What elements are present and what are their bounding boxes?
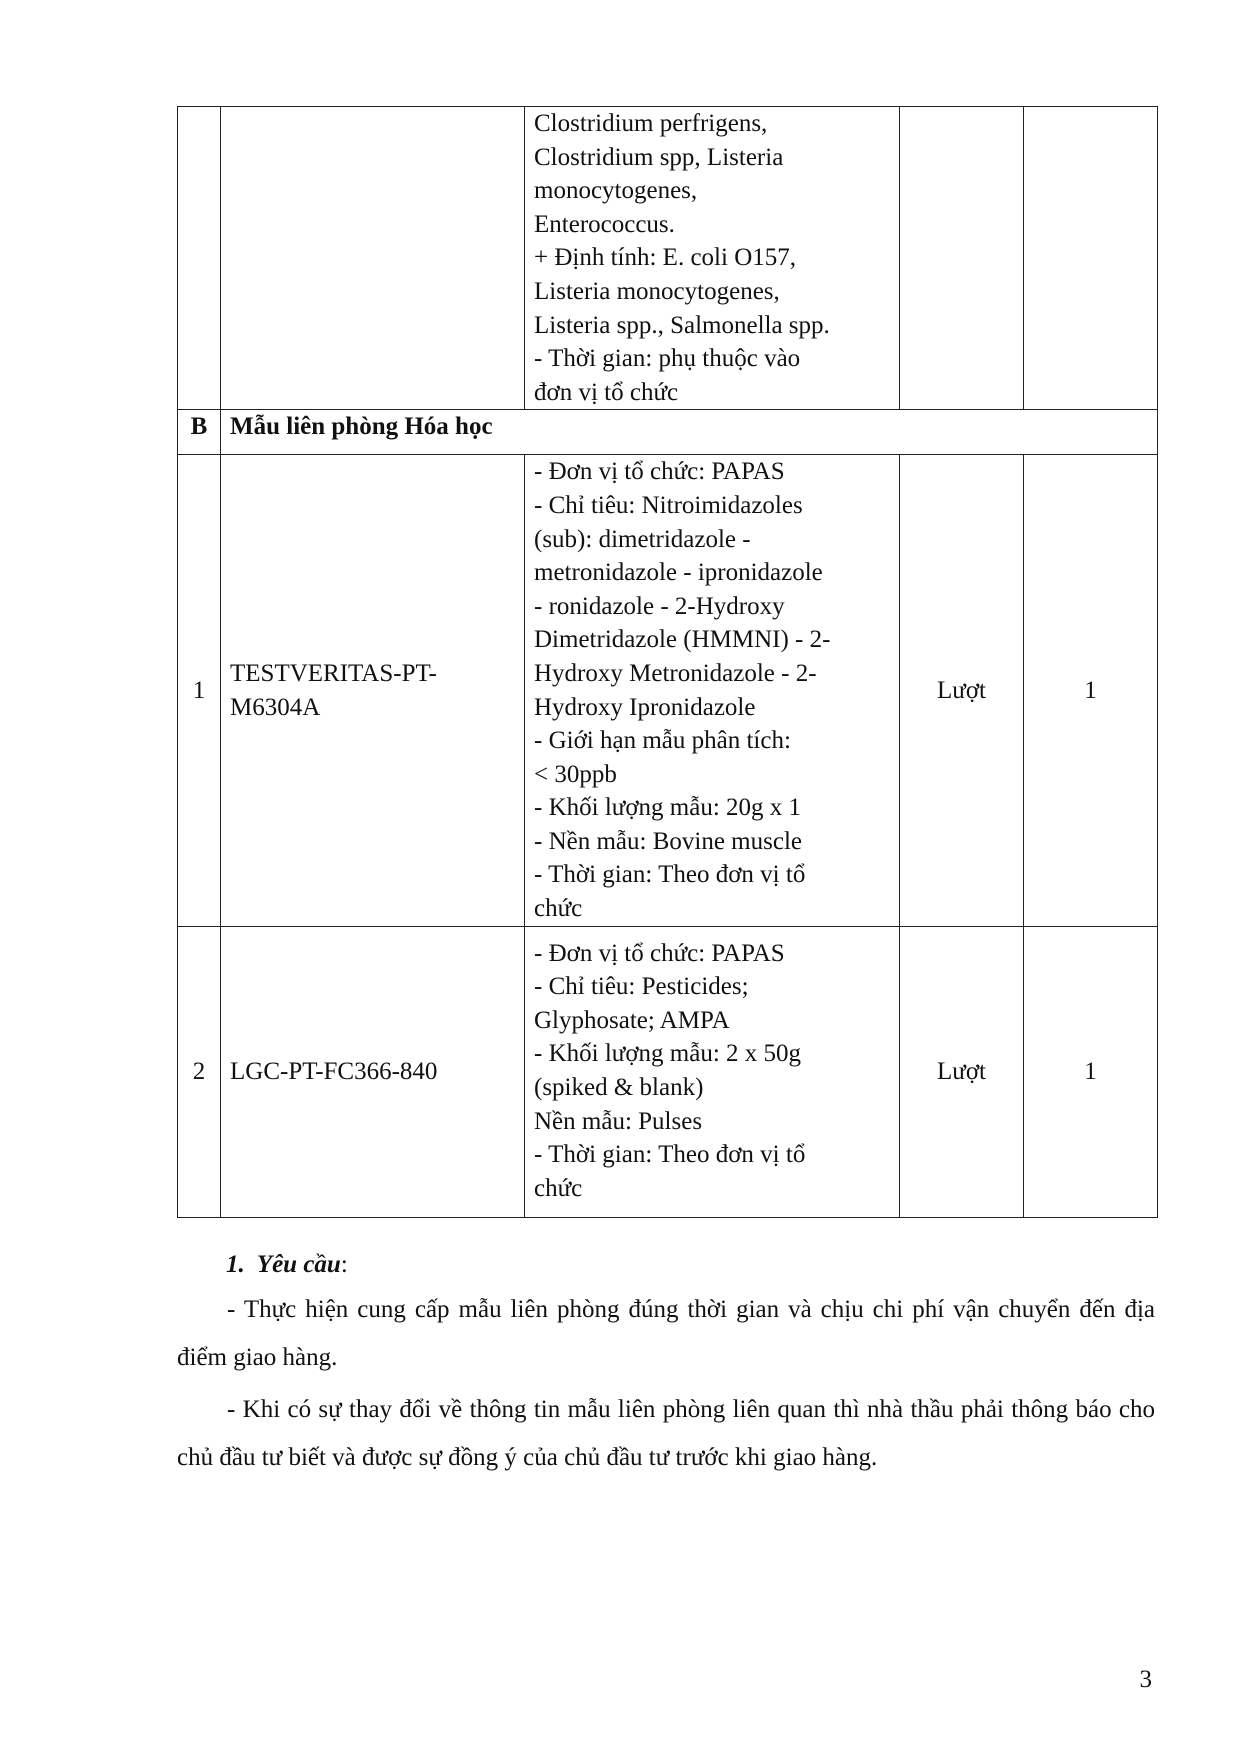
- description-line: Clostridium spp, Listeria: [534, 143, 784, 171]
- description-line: Listeria spp., Salmonella spp.: [534, 311, 830, 339]
- description-line: Enterococcus.: [534, 210, 675, 238]
- description-line: < 30ppb: [534, 760, 617, 788]
- description-line: - Khối lượng mẫu: 2 x 50g: [534, 1040, 802, 1068]
- code-cell: [221, 107, 525, 410]
- description-line: - Chỉ tiêu: Pesticides;: [534, 973, 749, 1001]
- quantity-cell: [1024, 107, 1158, 410]
- unit-cell: [900, 107, 1024, 410]
- description-cell: [525, 455, 900, 926]
- code-cell: [221, 455, 525, 926]
- description-line: Dimetridazole (HMMNI) - 2-: [534, 626, 831, 654]
- description-line: đơn vị tổ chức: [534, 378, 679, 406]
- description-line: chức: [534, 895, 583, 923]
- table-row-continuation: [178, 107, 1158, 410]
- description-line: - Thời gian: Theo đơn vị tổ: [534, 1141, 806, 1169]
- stt-cell: 2: [178, 926, 221, 1218]
- requirement-paragraph: - Thực hiện cung cấp mẫu liên phòng đúng thời gian và chịu chi phí vận chuyển đến địa điểm giao hàng.: [177, 1296, 1155, 1371]
- description-line: (sub): dimetridazole -: [534, 525, 751, 553]
- description-line: Nền mẫu: Pulses: [534, 1107, 703, 1135]
- description-line: - Khối lượng mẫu: 20g x 1: [534, 794, 802, 822]
- description-line: chức: [534, 1174, 583, 1202]
- description-line: - Thời gian: phụ thuộc vào: [534, 345, 801, 373]
- description-cell: [525, 926, 900, 1218]
- quantity-cell: 1: [1024, 455, 1158, 926]
- description-line: - Chỉ tiêu: Nitroimidazoles: [534, 491, 803, 519]
- code-line: M6304A: [230, 693, 321, 721]
- specification-table: [177, 106, 1158, 1218]
- stt-cell: 1: [178, 455, 221, 926]
- description-line: Glyphosate; AMPA: [534, 1006, 730, 1034]
- description-line: Hydroxy Ipronidazole: [534, 693, 756, 721]
- table-row: [178, 455, 1158, 926]
- unit-cell: Lượt: [900, 455, 1024, 926]
- description-line: - Thời gian: Theo đơn vị tổ: [534, 861, 806, 889]
- description-line: - ronidazole - 2-Hydroxy: [534, 592, 785, 620]
- description-line: Clostridium perfrigens,: [534, 110, 768, 137]
- requirements-number: 1.: [226, 1251, 245, 1278]
- description-line: + Định tính: E. coli O157,: [534, 244, 796, 272]
- description-line: Hydroxy Metronidazole - 2-: [534, 659, 817, 687]
- description-line: Listeria monocytogenes,: [534, 277, 780, 305]
- description-line: - Giới hạn mẫu phân tích:: [534, 727, 791, 755]
- code-line: TESTVERITAS-PT-: [230, 659, 437, 687]
- requirements-colon: :: [340, 1251, 348, 1278]
- requirements-heading: [226, 1251, 348, 1279]
- section-label: B: [178, 410, 221, 455]
- description-line: metronidazole - ipronidazole: [534, 559, 823, 587]
- page-number: 3: [1139, 1666, 1152, 1693]
- description-line: (spiked & blank): [534, 1074, 704, 1102]
- section-title: Mẫu liên phòng Hóa học: [221, 410, 1158, 455]
- requirement-paragraph: - Khi có sự thay đổi về thông tin mẫu liên phòng liên quan thì nhà thầu phải thông báo cho chủ đầu tư biết và được sự đồng ý của chủ đầu tư trước khi giao hàng.: [177, 1396, 1155, 1471]
- description-line: - Đơn vị tổ chức: PAPAS: [534, 939, 785, 967]
- table-row: [178, 926, 1158, 1218]
- requirements-title: Yêu cầu: [256, 1251, 341, 1278]
- code-line: LGC-PT-FC366-840: [230, 1058, 438, 1086]
- description-line: - Nền mẫu: Bovine muscle: [534, 827, 802, 855]
- stt-cell: [178, 107, 221, 410]
- description-cell: [525, 107, 900, 410]
- code-cell: [221, 926, 525, 1218]
- section-header-row: [178, 410, 1158, 455]
- description-line: monocytogenes,: [534, 177, 698, 205]
- quantity-cell: 1: [1024, 926, 1158, 1218]
- description-line: - Đơn vị tổ chức: PAPAS: [534, 458, 785, 486]
- unit-cell: Lượt: [900, 926, 1024, 1218]
